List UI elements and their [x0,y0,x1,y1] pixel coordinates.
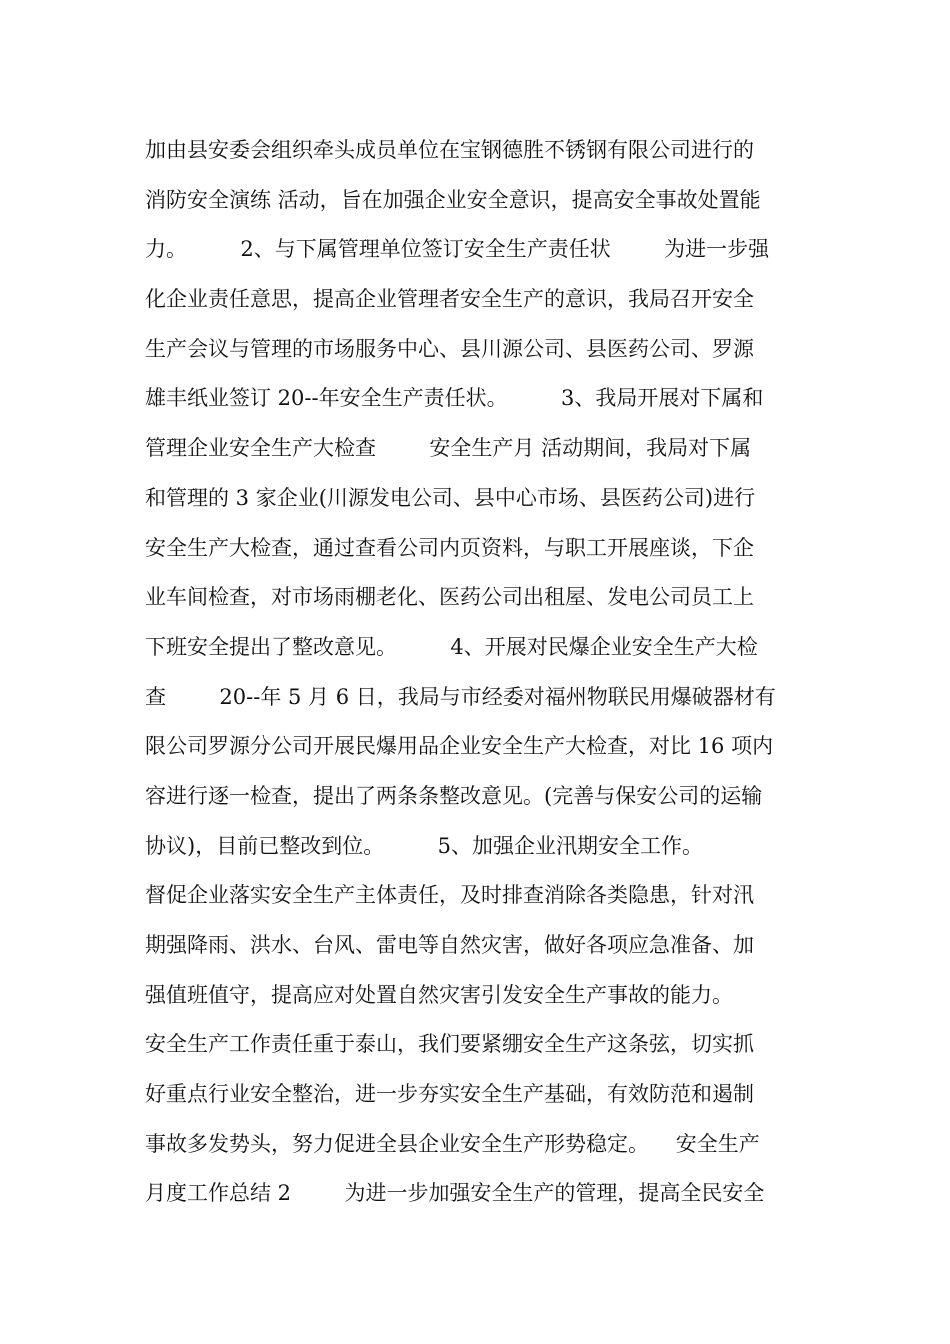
text-line: 安全生产工作责任重于泰山，我们要紧绷安全生产这条弦，切实抓 [145,1032,754,1057]
text-line: 消防安全演练 活动，旨在加强企业安全意识，提高安全事故处置能 [145,187,761,212]
text-line: 安全生产大检查，通过查看公司内页资料，与职工开展座谈，下企 [145,535,754,560]
text-line: 加由县安委会组织牵头成员单位在宝钢德胜不锈钢有限公司进行的 [145,138,754,162]
text-line: 业车间检查，对市场雨棚老化、医药公司出租屋、发电公司员工上 [145,585,754,610]
text-line: 查 20--年 5 月 6 日，我局与市经委对福州物联民用爆破器材有 [145,684,776,709]
text-line: 力。 2、与下属管理单位签订安全生产责任状 为进一步强 [145,237,770,262]
text-line: 好重点行业安全整治，进一步夯实安全生产基础，有效防范和遏制 [145,1082,754,1107]
text-line: 下班安全提出了整改意见。 4、开展对民爆企业安全生产大检 [145,634,758,659]
text-line: 强值班值守，提高应对处置自然灾害引发安全生产事故的能力。 [145,982,733,1007]
text-line: 协议)，目前已整改到位。 5、加强企业汛期安全工作。 [145,833,703,858]
text-line: 生产会议与管理的市场服务中心、县川源公司、县医药公司、罗源 [145,336,754,361]
text-line: 和管理的 3 家企业(川源发电公司、县中心市场、县医药公司)进行 [145,485,756,510]
text-line: 期强降雨、洪水、台风、雷电等自然灾害，做好各项应急准备、加 [145,933,754,957]
text-line: 雄丰纸业签订 20--年安全生产责任状。 3、我局开展对下属和 [145,386,764,411]
body-text [145,126,815,1219]
text-line: 化企业责任意思，提高企业管理者安全生产的意识，我局召开安全 [145,287,754,312]
text-line: 督促企业落实安全生产主体责任，及时排查消除各类隐患，针对汛 [145,883,754,908]
text-line: 管理企业安全生产大检查 安全生产月 活动期间，我局对下属 [145,436,752,461]
text-line: 容进行逐一检查，提出了两条条整改意见。(完善与保安公司的运输 [145,783,763,808]
text-line: 限公司罗源分公司开展民爆用品企业安全生产大检查，对比 16 项内 [145,734,774,759]
text-line: 月度工作总结 2 为进一步加强安全生产的管理，提高全民安全 [145,1181,765,1206]
text-line: 事故多发势头，努力促进全县企业安全生产形势稳定。 安全生产 [145,1131,760,1156]
